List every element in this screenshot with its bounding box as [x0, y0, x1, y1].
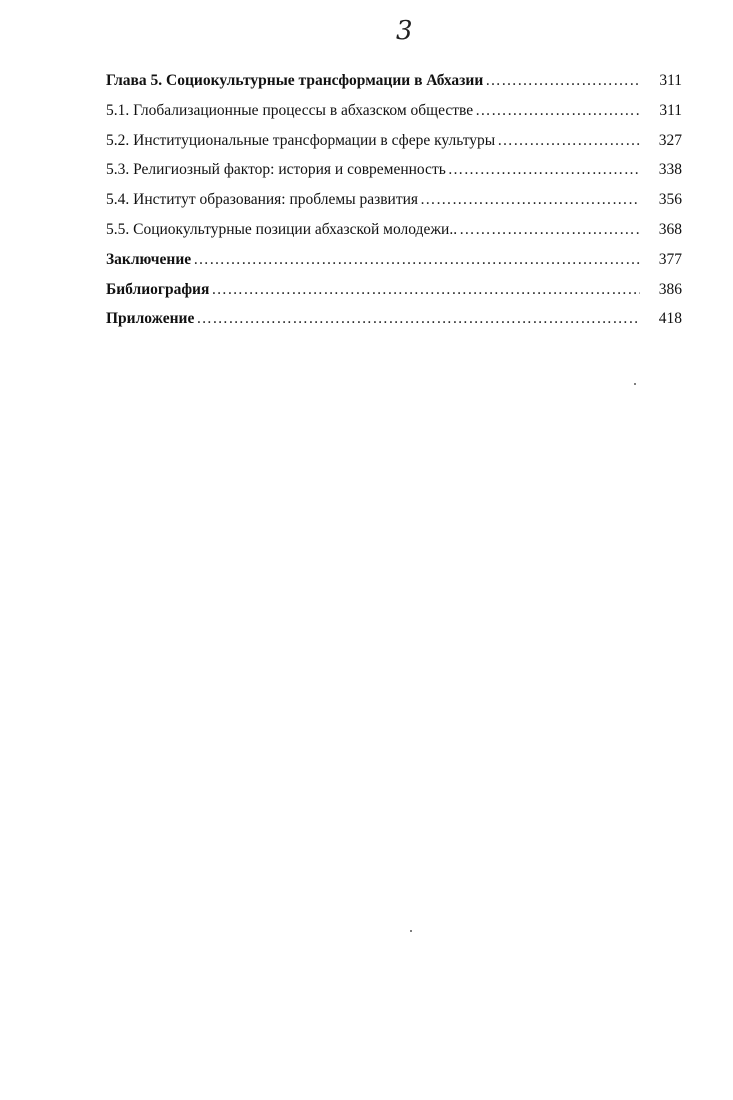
dot-leader [475, 96, 640, 126]
dot-leader [196, 304, 640, 334]
toc-entry-title: Заключение [106, 250, 192, 268]
toc-entry-page: 377 [658, 250, 682, 268]
toc-entry-title: 5.4. Институт образования: проблемы развития [106, 191, 419, 209]
toc-entry-page: 418 [658, 310, 682, 328]
toc-entry-conclusion [106, 245, 682, 275]
toc-entry-5-2 [106, 126, 682, 156]
toc-entry-5-5 [106, 215, 682, 245]
table-of-contents [106, 66, 682, 334]
dot-leader [211, 275, 640, 305]
toc-entry-page: 311 [659, 72, 682, 89]
dot-leader [448, 155, 640, 185]
toc-entry-5-3 [106, 155, 682, 185]
toc-entry-title: Глава 5. Социокультурные трансформации в Абхазии [106, 72, 484, 89]
dot-leader [459, 215, 640, 245]
toc-entry-title: Библиография [106, 280, 210, 298]
scan-speck [634, 383, 636, 385]
toc-entry-title: 5.5. Социокультурные позиции абхазской молодежи.. [106, 220, 458, 238]
toc-entry-title: 5.1. Глобализационные процессы в абхазском обществе [106, 101, 474, 119]
toc-entry-5-1 [106, 96, 682, 126]
dot-leader [497, 126, 640, 156]
toc-entry-title: Приложение [106, 310, 195, 328]
toc-entry-page: 327 [658, 131, 682, 149]
toc-entry-5-4 [106, 185, 682, 215]
handwritten-page-number: 3 [396, 16, 413, 46]
toc-entry-chapter-5 [106, 66, 682, 96]
toc-entry-page: 311 [659, 101, 682, 119]
toc-entry-title: 5.2. Институциональные трансформации в сфере культуры [106, 131, 496, 149]
toc-entry-page: 386 [658, 280, 682, 298]
scan-speck [410, 930, 412, 932]
dot-leader [485, 66, 640, 96]
toc-entry-appendix [106, 304, 682, 334]
dot-leader [193, 245, 640, 275]
dot-leader [420, 185, 640, 215]
toc-entry-title: 5.3. Религиозный фактор: история и современность [106, 161, 446, 179]
toc-entry-page: 356 [658, 191, 682, 209]
toc-entry-page: 368 [658, 220, 682, 238]
toc-entry-page: 338 [658, 161, 682, 179]
toc-entry-bibliography [106, 275, 682, 305]
